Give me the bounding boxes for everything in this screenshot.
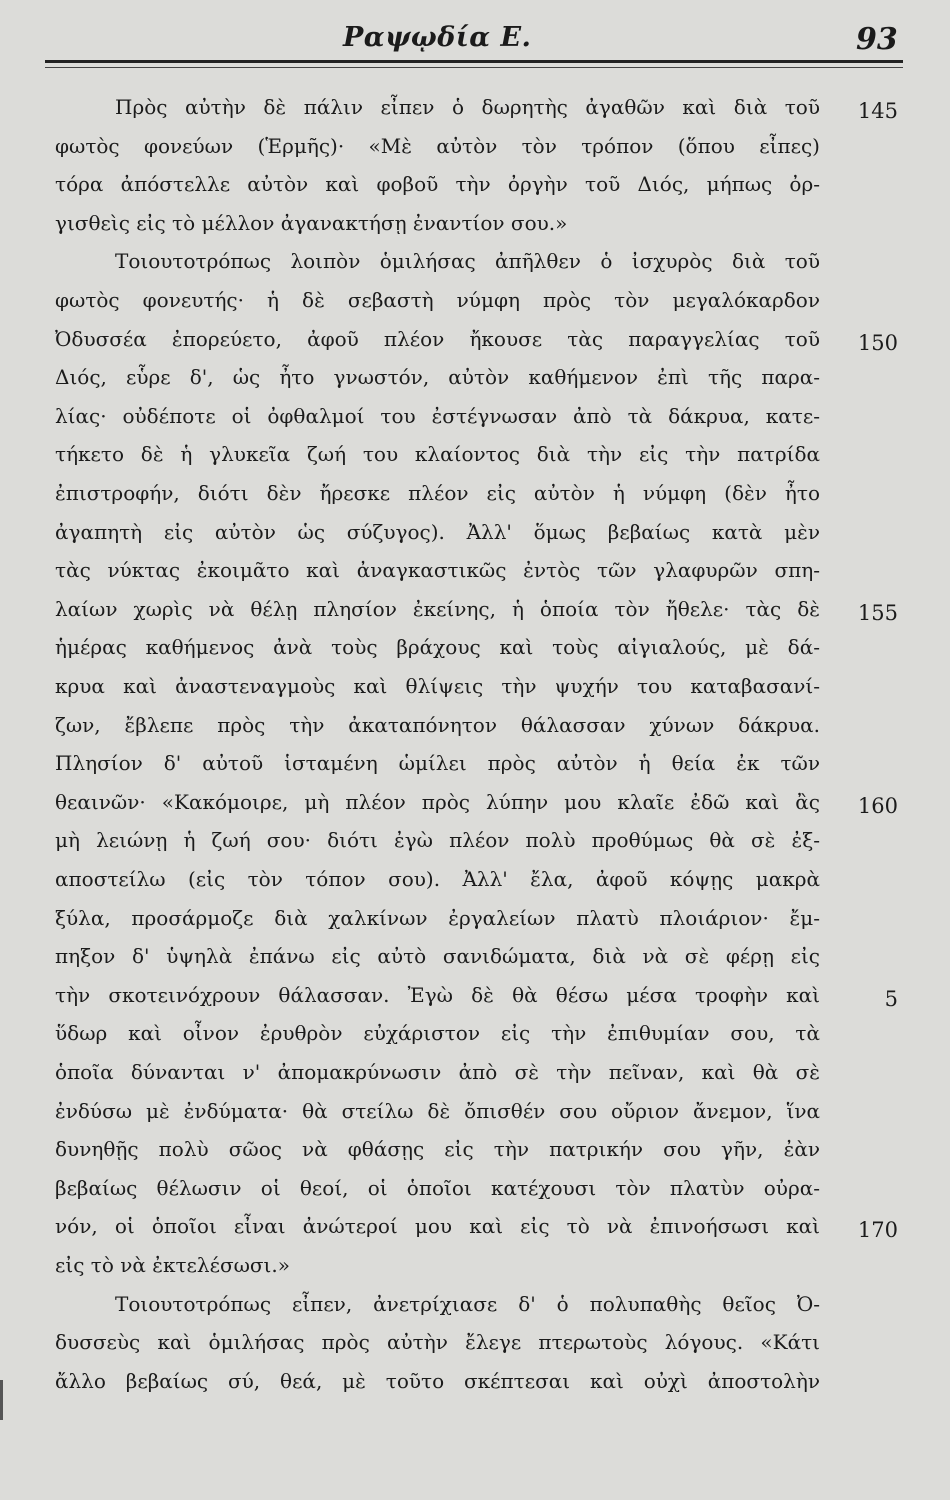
text-line: νόν, οἱ ὁποῖοι εἶναι ἀνώτεροί μου καὶ εἰς τὸ νὰ ἐπινοήσωσι καὶ [55,1214,820,1239]
line-number: 160 [857,793,898,818]
text-line: τήκετο δὲ ἡ γλυκεῖα ζωή του κλαίοντος διὰ τὴν εἰς τὴν πατρίδα [55,442,820,467]
text-line: ἄλλο βεβαίως σύ, θεά, μὲ τοῦτο σκέπτεσαι καὶ οὐχὶ ἀποστολὴν [55,1368,820,1393]
text-line: Τοιουτοτρόπως λοιπὸν ὁμιλήσας ἀπῆλθεν ὁ ἰσχυρὸς διὰ τοῦ [115,249,820,274]
text-line: φωτὸς φονεύων (Ἑρμῆς)· «Μὲ αὐτὸν τὸν τρόπον (ὅπου εἶπες) [55,133,820,158]
text-line: λίας· οὐδέποτε οἱ ὀφθαλμοί του ἐστέγνωσαν ἀπὸ τὰ δάκρυα, κατε- [55,403,820,428]
text-line: βεβαίως θέλωσιν οἱ θεοί, οἱ ὁποῖοι κατέχουσι τὸν πλατὺν οὐρα- [55,1175,820,1200]
text-line: Πλησίον δ' αὐτοῦ ἱσταμένη ὡμίλει πρὸς αὐτὸν ἡ θεία ἐκ τῶν [55,751,820,776]
text-line: ὁποῖα δύνανται ν' ἀπομακρύνωσιν ἀπὸ σὲ τὴν πεῖναν, καὶ θὰ σὲ [55,1060,820,1084]
text-line: Ὀδυσσέα ἐπορεύετο, ἀφοῦ πλέον ἤκουσε τὰς παραγγελίας τοῦ [55,326,820,351]
text-line: εἰς τὸ νὰ ἐκτελέσωσι.» [55,1253,290,1277]
text-line: γισθεὶς εἰς τὸ μέλλον ἀγανακτήσῃ ἐναντίον σου.» [55,210,568,235]
text-line: φωτὸς φονευτής· ἡ δὲ σεβαστὴ νύμφη πρὸς τὸν μεγαλόκαρδον [55,288,820,312]
text-line: λαίων χωρὶς νὰ θέλῃ πλησίον ἐκείνης, ἡ ὁποία τὸν ἤθελε· τὰς δὲ [55,596,820,621]
text-line: ξύλα, προσάρμοζε διὰ χαλκίνων ἐργαλείων πλατὺ πλοιάριον· ἔμ- [55,905,820,930]
text-line: θεαινῶν· «Κακόμοιρε, μὴ πλέον πρὸς λύπην μου κλαῖε ἐδῶ καὶ ἂς [55,789,820,814]
text-line: τόρα ἀπόστελλε αὐτὸν καὶ φοβοῦ τὴν ὀργὴν τοῦ Διός, μήπως ὀρ- [55,172,820,197]
header-rule-thin [45,67,903,68]
page-edge-mark [0,1380,3,1420]
text-line: τὴν σκοτεινόχρουν θάλασσαν. Ἐγὼ δὲ θὰ θέσω μέσα τροφὴν καὶ [55,982,820,1007]
text-line: αποστείλω (εἰς τὸν τόπον σου). Ἀλλ' ἔλα, ἀφοῦ κόψῃς μακρὰ [55,867,820,891]
text-line: ἐνδύσω μὲ ἐνδύματα· θὰ στείλω δὲ ὄπισθέν σου οὔριον ἄνεμον, ἵνα [55,1098,820,1123]
text-line: κρυα καὶ ἀναστεναγμοὺς καὶ θλίψεις τὴν ψυχήν του καταβασανί- [55,674,820,698]
text-line: μὴ λειώνῃ ἡ ζωή σου· διότι ἐγὼ πλέον πολὺ προθύμως θὰ σὲ ἐξ- [55,828,820,853]
line-number: 155 [857,600,898,625]
text-line: ἐπιστροφήν, διότι δὲν ἤρεσκε πλέον εἰς αὐτὸν ἡ νύμφη (δὲν ἦτο [55,481,820,505]
text-line: Διός, εὗρε δ', ὡς ἦτο γνωστόν, αὐτὸν καθήμενον ἐπὶ τῆς παρα- [55,365,820,390]
page-number: 93 [856,22,898,57]
line-number: 5 [884,986,898,1011]
line-number: 150 [857,330,898,355]
line-number: 170 [857,1218,898,1243]
running-head-title: Ραψῳδία Ε. [343,22,532,53]
text-line: ἀγαπητὴ εἰς αὐτὸν ὡς σύζυγος). Ἀλλ' ὅμως βεβαίως κατὰ μὲν [55,519,820,544]
text-line: δυσσεὺς καὶ ὁμιλήσας πρὸς αὐτὴν ἔλεγε πτερωτοὺς λόγους. «Κάτι [55,1330,820,1355]
text-line: τὰς νύκτας ἐκοιμᾶτο καὶ ἀναγκαστικῶς ἐντὸς τῶν γλαφυρῶν σπη- [55,558,820,583]
text-line: ἡμέρας καθήμενος ἀνὰ τοὺς βράχους καὶ τοὺς αἰγιαλούς, μὲ δά- [55,635,820,660]
text-line: ζων, ἔβλεπε πρὸς τὴν ἀκαταπόνητον θάλασσαν χύνων δάκρυα. [55,712,820,737]
text-line: πηξον δ' ὑψηλὰ ἐπάνω εἰς αὐτὸ σανιδώματα, διὰ νὰ σὲ φέρῃ εἰς [55,944,820,969]
text-line: Τοιουτοτρόπως εἶπεν, ἀνετρίχιασε δ' ὁ πολυπαθὴς θεῖος Ὀ- [115,1291,820,1316]
text-line: δυνηθῇς πολὺ σῶος νὰ φθάσῃς εἰς τὴν πατρικήν σου γῆν, ἐὰν [55,1137,820,1162]
line-number: 145 [857,99,898,123]
text-line: Πρὸς αὐτὴν δὲ πάλιν εἶπεν ὁ δωρητὴς ἀγαθῶν καὶ διὰ τοῦ [115,95,820,119]
text-line: ὕδωρ καὶ οἶνον ἐρυθρὸν εὐχάριστον εἰς τὴν ἐπιθυμίαν σου, τὰ [55,1021,820,1046]
header-rule [45,60,903,63]
